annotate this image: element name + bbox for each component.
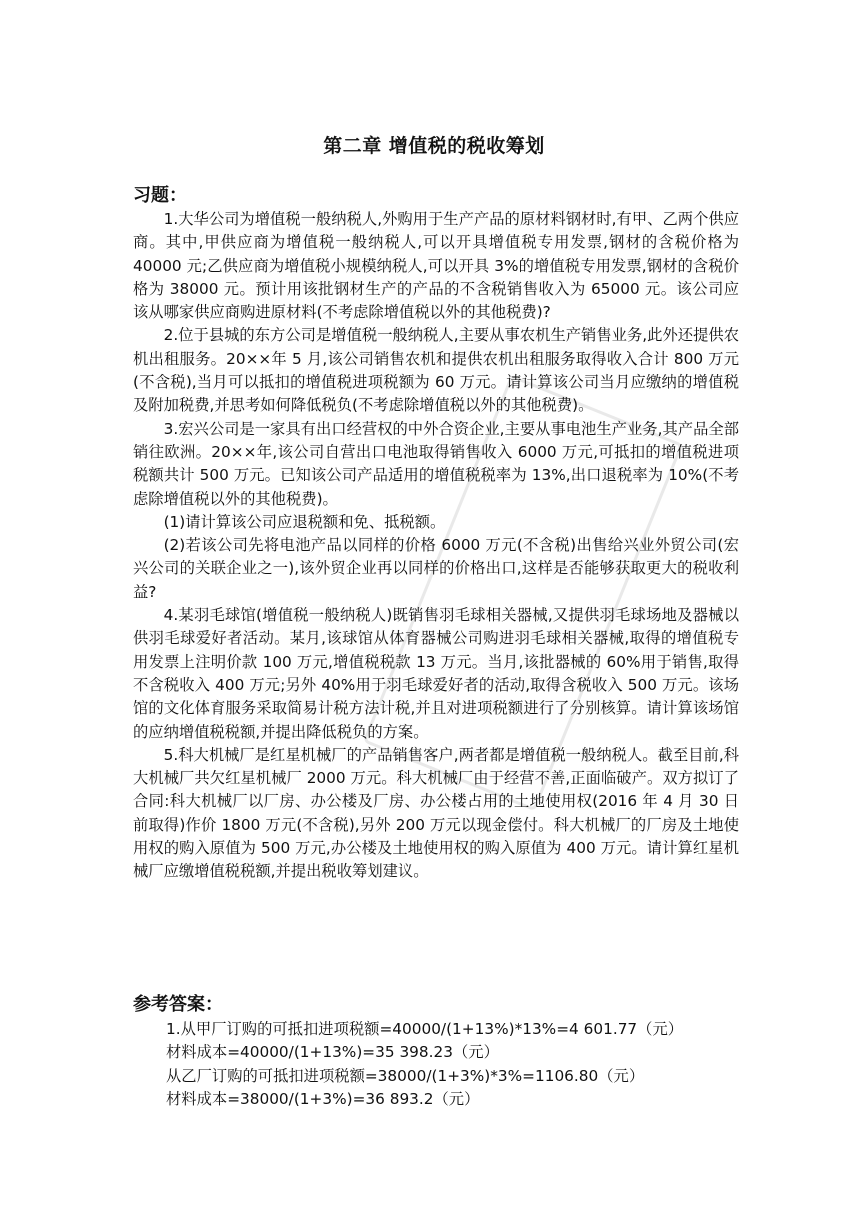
answer-line: 材料成本=38000/(1+3%)=36 893.2（元） — [166, 1089, 480, 1108]
exercise-2: 2.位于县城的东方公司是增值税一般纳税人,主要从事农机生产销售业务,此外还提供农机出租服务。20××年 5 月,该公司销售农机和提供农机出租服务取得收入合计 800 万元(不含税),当月可以抵扣的增值税进项税额为 60 万元。请计算该公司当月应缴纳的增值税及附加税费,并思考如何降低税负(不考虑除增值税以外的其他税费)。 — [133, 326, 739, 415]
exercise-3-part-1: (1)请计算该公司应退税额和免、抵税额。 — [163, 512, 446, 531]
exercise-1: 1.大华公司为增值税一般纳税人,外购用于生产产品的原材料钢材时,有甲、乙两个供应商。其中,甲供应商为增值税一般纳税人,可以开具增值税专用发票,钢材的含税价格为 40000 元;乙供应商为增值税小规模纳税人,可以开具 3%的增值税专用发票,钢材的含税价格为 38000 元。预计用该批钢材生产的产品的不含税销售收入为 65000 元。该公司应该从哪家供应商购进原材料(不考虑除增值税以外的其他税费)? — [133, 210, 739, 322]
exercise-4: 4.某羽毛球馆(增值税一般纳税人)既销售羽毛球相关器械,又提供羽毛球场地及器械以供羽毛球爱好者活动。某月,该球馆从体育器械公司购进羽毛球相关器械,取得的增值税专用发票上注明价款 100 万元,增值税税款 13 万元。当月,该批器械的 60%用于销售,取得不含税收入 400 万元;另外 40%用于羽毛球爱好者的活动,取得含税收入 500 万元。该场馆的文化体育服务采取简易计税方法计税,并且对进项税额进行了分别核算。请计算该场馆的应纳增值税税额,并提出降低税负的方案。 — [133, 606, 739, 741]
answer-line: 从乙厂订购的可抵扣进项税额=38000/(1+3%)*3%=1106.80（元） — [166, 1066, 645, 1085]
exercise-3: 3.宏兴公司是一家具有出口经营权的中外合资企业,主要从事电池生产业务,其产品全部销往欧洲。20××年,该公司自营出口电池取得销售收入 6000 万元,可抵扣的增值税进项税额共计 500 万元。已知该公司产品适用的增值税税率为 13%,出口退税率为 10%(不考虑除增值税以外的其他税费)。 — [133, 419, 739, 508]
answers-body — [133, 1018, 739, 1111]
answers-heading: 参考答案： — [133, 994, 223, 1015]
exercises-body — [133, 208, 739, 884]
chapter-title: 第二章 增值税的税收筹划 — [323, 135, 545, 157]
answer-line: 1.从甲厂订购的可抵扣进项税额=40000/(1+13%)*13%=4 601.77（元） — [166, 1020, 684, 1038]
exercises-heading: 习题： — [133, 185, 187, 206]
exercise-5: 5.科大机械厂是红星机械厂的产品销售客户,两者都是增值税一般纳税人。截至目前,科大机械厂共欠红星机械厂 2000 万元。科大机械厂由于经营不善,正面临破产。双方拟订了合同:科大机械厂以厂房、办公楼及厂房、办公楼占用的土地使用权(2016 年 4 月 30 日前取得)作价 1800 万元(不含税),另外 200 万元以现金偿付。科大机械厂的厂房及土地使用权的购入原值为 500 万元,办公楼及土地使用权的购入原值为 400 万元。请计算红星机械厂应缴增值税税额,并提出税收筹划建议。 — [133, 745, 739, 881]
exercise-3-part-2: (2)若该公司先将电池产品以同样的价格 6000 万元(不含税)出售给兴业外贸公司(宏兴公司的关联企业之一),该外贸企业再以同样的价格出口,这样是否能够获取更大的税收利益? — [133, 536, 739, 601]
answer-line: 材料成本=40000/(1+13%)=35 398.23（元） — [166, 1043, 499, 1062]
